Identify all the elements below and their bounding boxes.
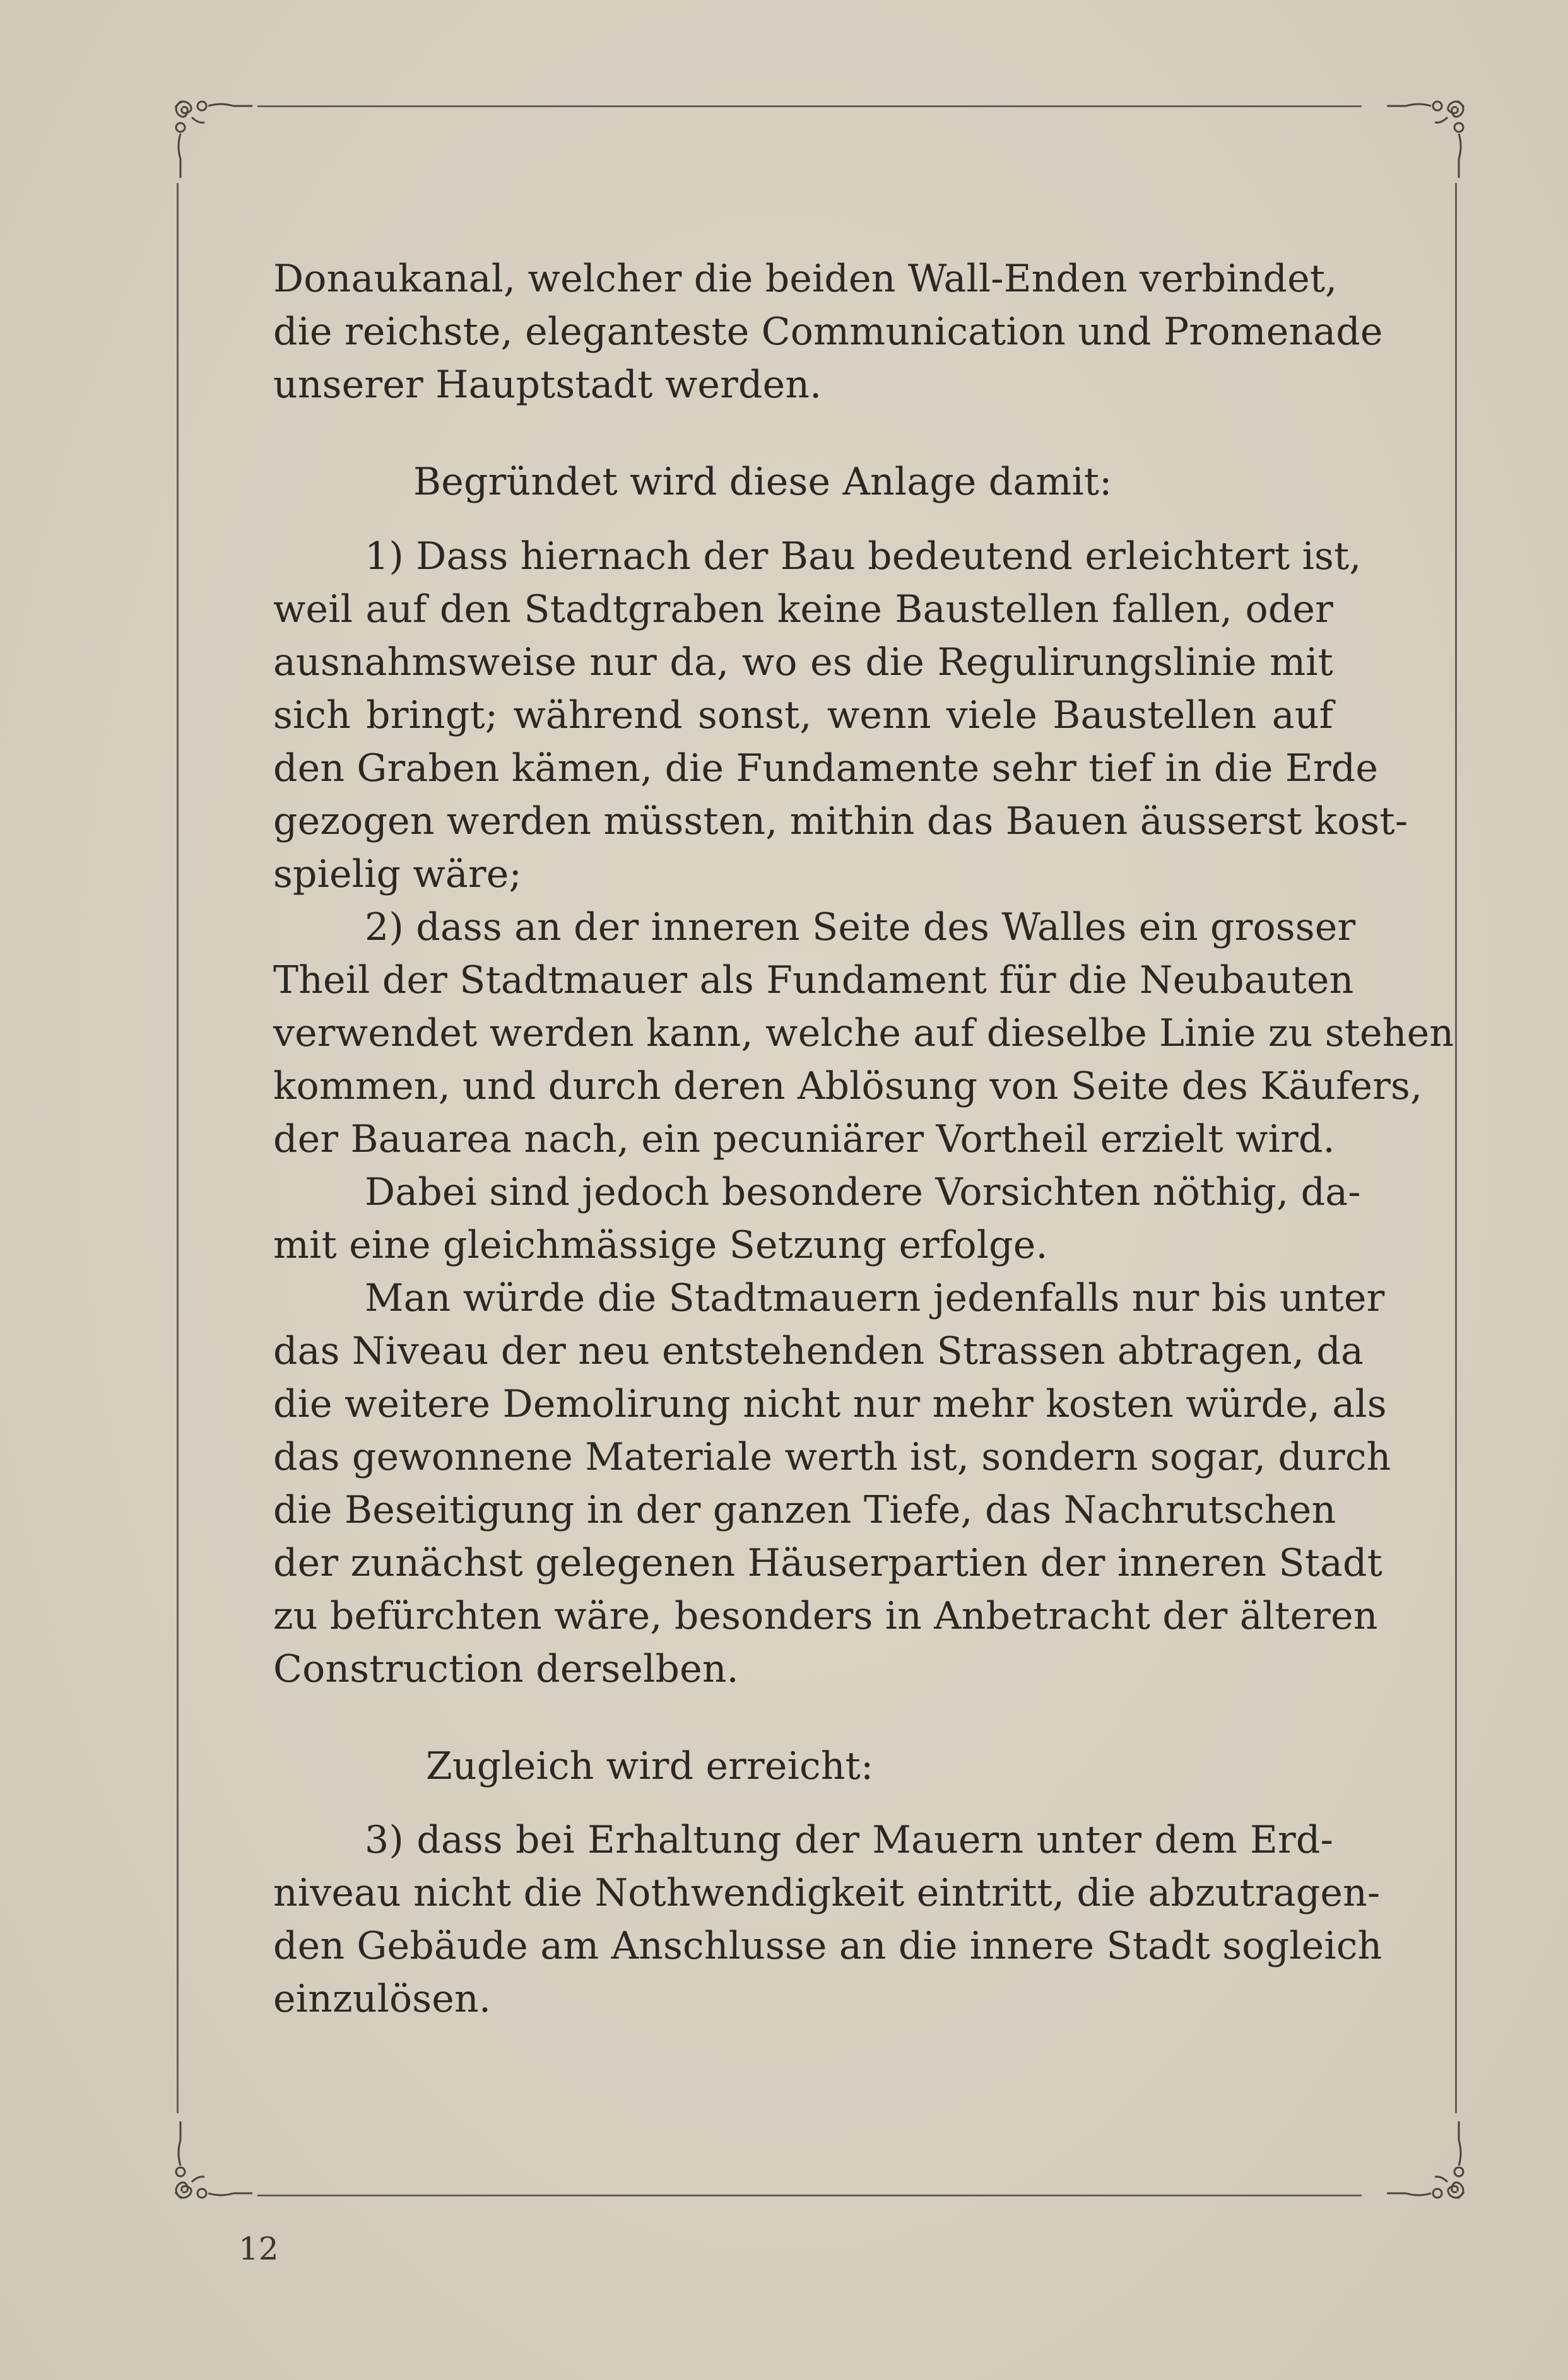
frame-top-rule [257,105,1362,107]
section-lead-in: Zugleich wird erreicht: [426,1744,874,1788]
text-line: gezogen werden müssten, mithin das Bauen äusserst kost- [273,799,1408,843]
corner-ornament-icon [163,2116,257,2211]
text-line: Theil der Stadtmauer als Fundament für die Neubauten [273,958,1354,1002]
corner-ornament-icon [1382,88,1477,183]
text-line: die Beseitigung in der ganzen Tiefe, das Nachrutschen [273,1488,1336,1532]
text-line: spielig wäre; [273,852,522,896]
text-line: weil auf den Stadtgraben keine Baustellen fallen, oder [273,587,1333,631]
text-line: einzulösen. [273,1977,492,2021]
frame-right-rule [1455,183,1457,2113]
text-line: zu befürchten wäre, besonders in Anbetracht der älteren [273,1594,1378,1638]
text-line: den Graben kämen, die Fundamente sehr tief in die Erde [273,746,1379,790]
text-line: 3) dass bei Erhaltung der Mauern unter dem Erd- [365,1818,1333,1862]
text-line: verwendet werden kann, welche auf dieselbe Linie zu stehen [273,1011,1454,1055]
text-line: 1) Dass hiernach der Bau bedeutend erleichtert ist, [365,534,1362,578]
text-line: unserer Hauptstadt werden. [273,363,822,407]
text-line: 2) dass an der inneren Seite des Walles ein grosser [365,905,1356,949]
section-lead-in: Begründet wird diese Anlage damit: [413,460,1112,504]
corner-ornament-icon [1382,2116,1477,2211]
text-line: kommen, und durch deren Ablösung von Seite des Käufers, [273,1064,1423,1108]
text-line: Man würde die Stadtmauern jedenfalls nur bis unter [365,1276,1385,1320]
text-line: Construction derselben. [273,1647,739,1691]
text-line: niveau nicht die Nothwendigkeit eintritt, die abzutragen- [273,1871,1381,1915]
page-number: 12 [239,2231,279,2267]
text-line: ausnahmsweise nur da, wo es die Regulirungslinie mit [273,640,1333,684]
text-line: mit eine gleichmässige Setzung erfolge. [273,1223,1048,1267]
text-line: das gewonnene Materiale werth ist, sondern sogar, durch [273,1435,1391,1479]
text-line: der Bauarea nach, ein pecuniärer Vortheil erzielt wird. [273,1117,1335,1161]
text-line: das Niveau der neu entstehenden Strassen abtragen, da [273,1329,1364,1373]
text-line: die reichste, eleganteste Communication und Promenade [273,310,1383,354]
text-line: der zunächst gelegenen Häuserpartien der inneren Stadt [273,1541,1382,1585]
corner-ornament-icon [163,88,257,183]
text-line: den Gebäude am Anschlusse an die innere Stadt sogleich [273,1924,1382,1968]
text-line: die weitere Demolirung nicht nur mehr kosten würde, als [273,1382,1387,1426]
text-line: Donaukanal, welcher die beiden Wall-Enden verbindet, [273,257,1338,301]
text-line: Dabei sind jedoch besondere Vorsichten nöthig, da- [365,1170,1361,1214]
text-line: sich bringt; während sonst, wenn viele Baustellen auf [273,693,1333,737]
frame-left-rule [177,183,179,2113]
frame-bottom-rule [257,2195,1362,2196]
